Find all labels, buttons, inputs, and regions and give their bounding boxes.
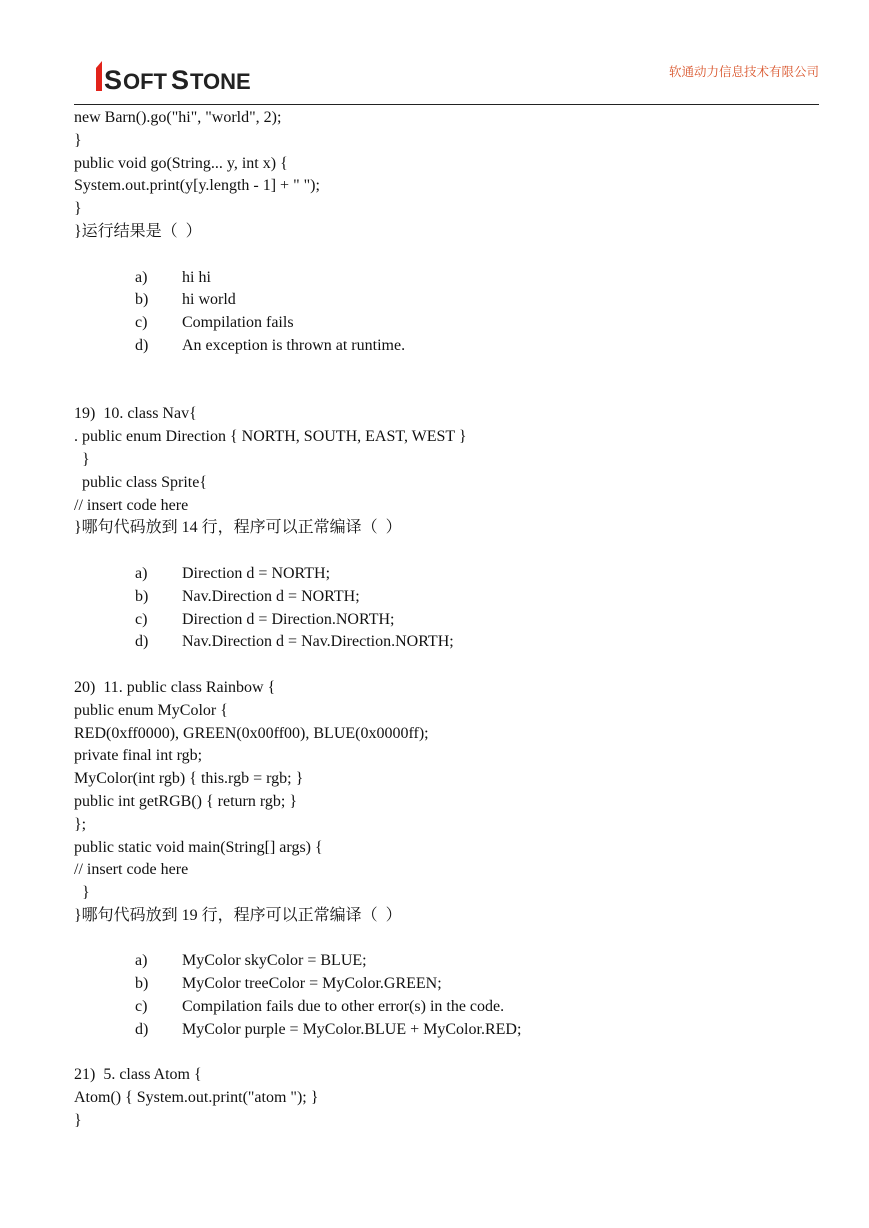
code-line: MyColor(int rgb) { this.rgb = rgb; } [74, 770, 304, 788]
page-header [0, 0, 869, 106]
answer-option [74, 996, 819, 1019]
option-letter: b) [135, 975, 149, 993]
code-line: } [74, 450, 90, 468]
option-text: MyColor skyColor = BLUE; [182, 952, 367, 970]
option-text: MyColor treeColor = MyColor.GREEN; [182, 975, 442, 993]
option-text: Direction d = Direction.NORTH; [182, 610, 395, 628]
question-heading: 19) 10. class Nav{ [74, 405, 197, 423]
answer-option [74, 289, 819, 312]
answer-option [74, 950, 819, 973]
question-prompt: }哪句代码放到 14 行，程序可以正常编译（ ） [74, 519, 402, 537]
svg-text:S: S [171, 65, 190, 94]
code-line: Atom() { System.out.print("atom "); } [74, 1089, 319, 1107]
code-line: } [74, 884, 90, 902]
option-letter: b) [135, 587, 149, 605]
answer-option [74, 267, 819, 290]
question-20 [74, 677, 819, 1042]
option-letter: a) [135, 268, 148, 286]
code-line: private final int rgb; [74, 747, 203, 765]
code-line: } [74, 131, 82, 149]
document-body [74, 107, 819, 1133]
answer-option [74, 335, 819, 358]
option-letter: c) [135, 314, 148, 332]
answer-option [74, 586, 819, 609]
code-line: new Barn().go("hi", "world", 2); [74, 109, 282, 126]
company-name: 软通动力信息技术有限公司 [668, 64, 819, 79]
answer-option [74, 563, 819, 586]
question-heading: 20) 11. public class Rainbow { [74, 678, 276, 696]
option-letter: c) [135, 610, 148, 628]
code-line: } [74, 1112, 82, 1130]
svg-text:TONE: TONE [190, 69, 251, 94]
answer-option [74, 973, 819, 996]
question-21 [74, 1064, 819, 1132]
svg-text:S: S [104, 65, 123, 94]
option-letter: d) [135, 1020, 149, 1038]
answer-option [74, 631, 819, 654]
code-line: public class Sprite{ [74, 473, 207, 491]
option-text: Compilation fails due to other error(s) in the code. [182, 998, 505, 1016]
option-letter: a) [135, 564, 148, 582]
code-line: public static void main(String[] args) { [74, 838, 323, 856]
option-text: MyColor purple = MyColor.BLUE + MyColor.RED; [182, 1020, 522, 1038]
code-line: public int getRGB() { return rgb; } [74, 792, 298, 810]
code-line: System.out.print(y[y.length - 1] + " "); [74, 177, 320, 195]
code-line: public enum MyColor { [74, 701, 228, 719]
header-divider [74, 104, 819, 105]
question-prompt: }运行结果是（ ） [74, 222, 202, 240]
code-line: } [74, 200, 82, 218]
option-text: Compilation fails [182, 314, 294, 332]
softstone-logo [92, 58, 252, 94]
code-line: // insert code here [74, 861, 189, 879]
code-line: // insert code here [74, 496, 189, 514]
question-heading: 21) 5. class Atom { [74, 1066, 202, 1084]
answer-option [74, 312, 819, 335]
question-19 [74, 403, 819, 654]
option-letter: b) [135, 291, 149, 309]
svg-text:OFT: OFT [123, 69, 167, 94]
option-letter: d) [135, 336, 149, 354]
code-line: . public enum Direction { NORTH, SOUTH, EAST, WEST } [74, 428, 467, 446]
code-line: public void go(String... y, int x) { [74, 154, 288, 172]
option-text: Nav.Direction d = NORTH; [182, 587, 360, 605]
question-prompt: }哪句代码放到 19 行，程序可以正常编译（ ） [74, 906, 402, 924]
logo-mark-icon [92, 58, 252, 94]
option-letter: c) [135, 998, 148, 1016]
code-line: }; [74, 815, 87, 833]
option-letter: d) [135, 633, 149, 651]
answer-option [74, 609, 819, 632]
question-18-tail [74, 107, 819, 358]
code-line: RED(0xff0000), GREEN(0x00ff00), BLUE(0x0000ff); [74, 724, 429, 742]
option-text: hi hi [182, 268, 211, 286]
option-text: Nav.Direction d = Nav.Direction.NORTH; [182, 633, 454, 651]
option-text: hi world [182, 291, 236, 309]
option-text: An exception is thrown at runtime. [182, 336, 406, 354]
option-text: Direction d = NORTH; [182, 564, 331, 582]
option-letter: a) [135, 952, 148, 970]
answer-option [74, 1019, 819, 1042]
